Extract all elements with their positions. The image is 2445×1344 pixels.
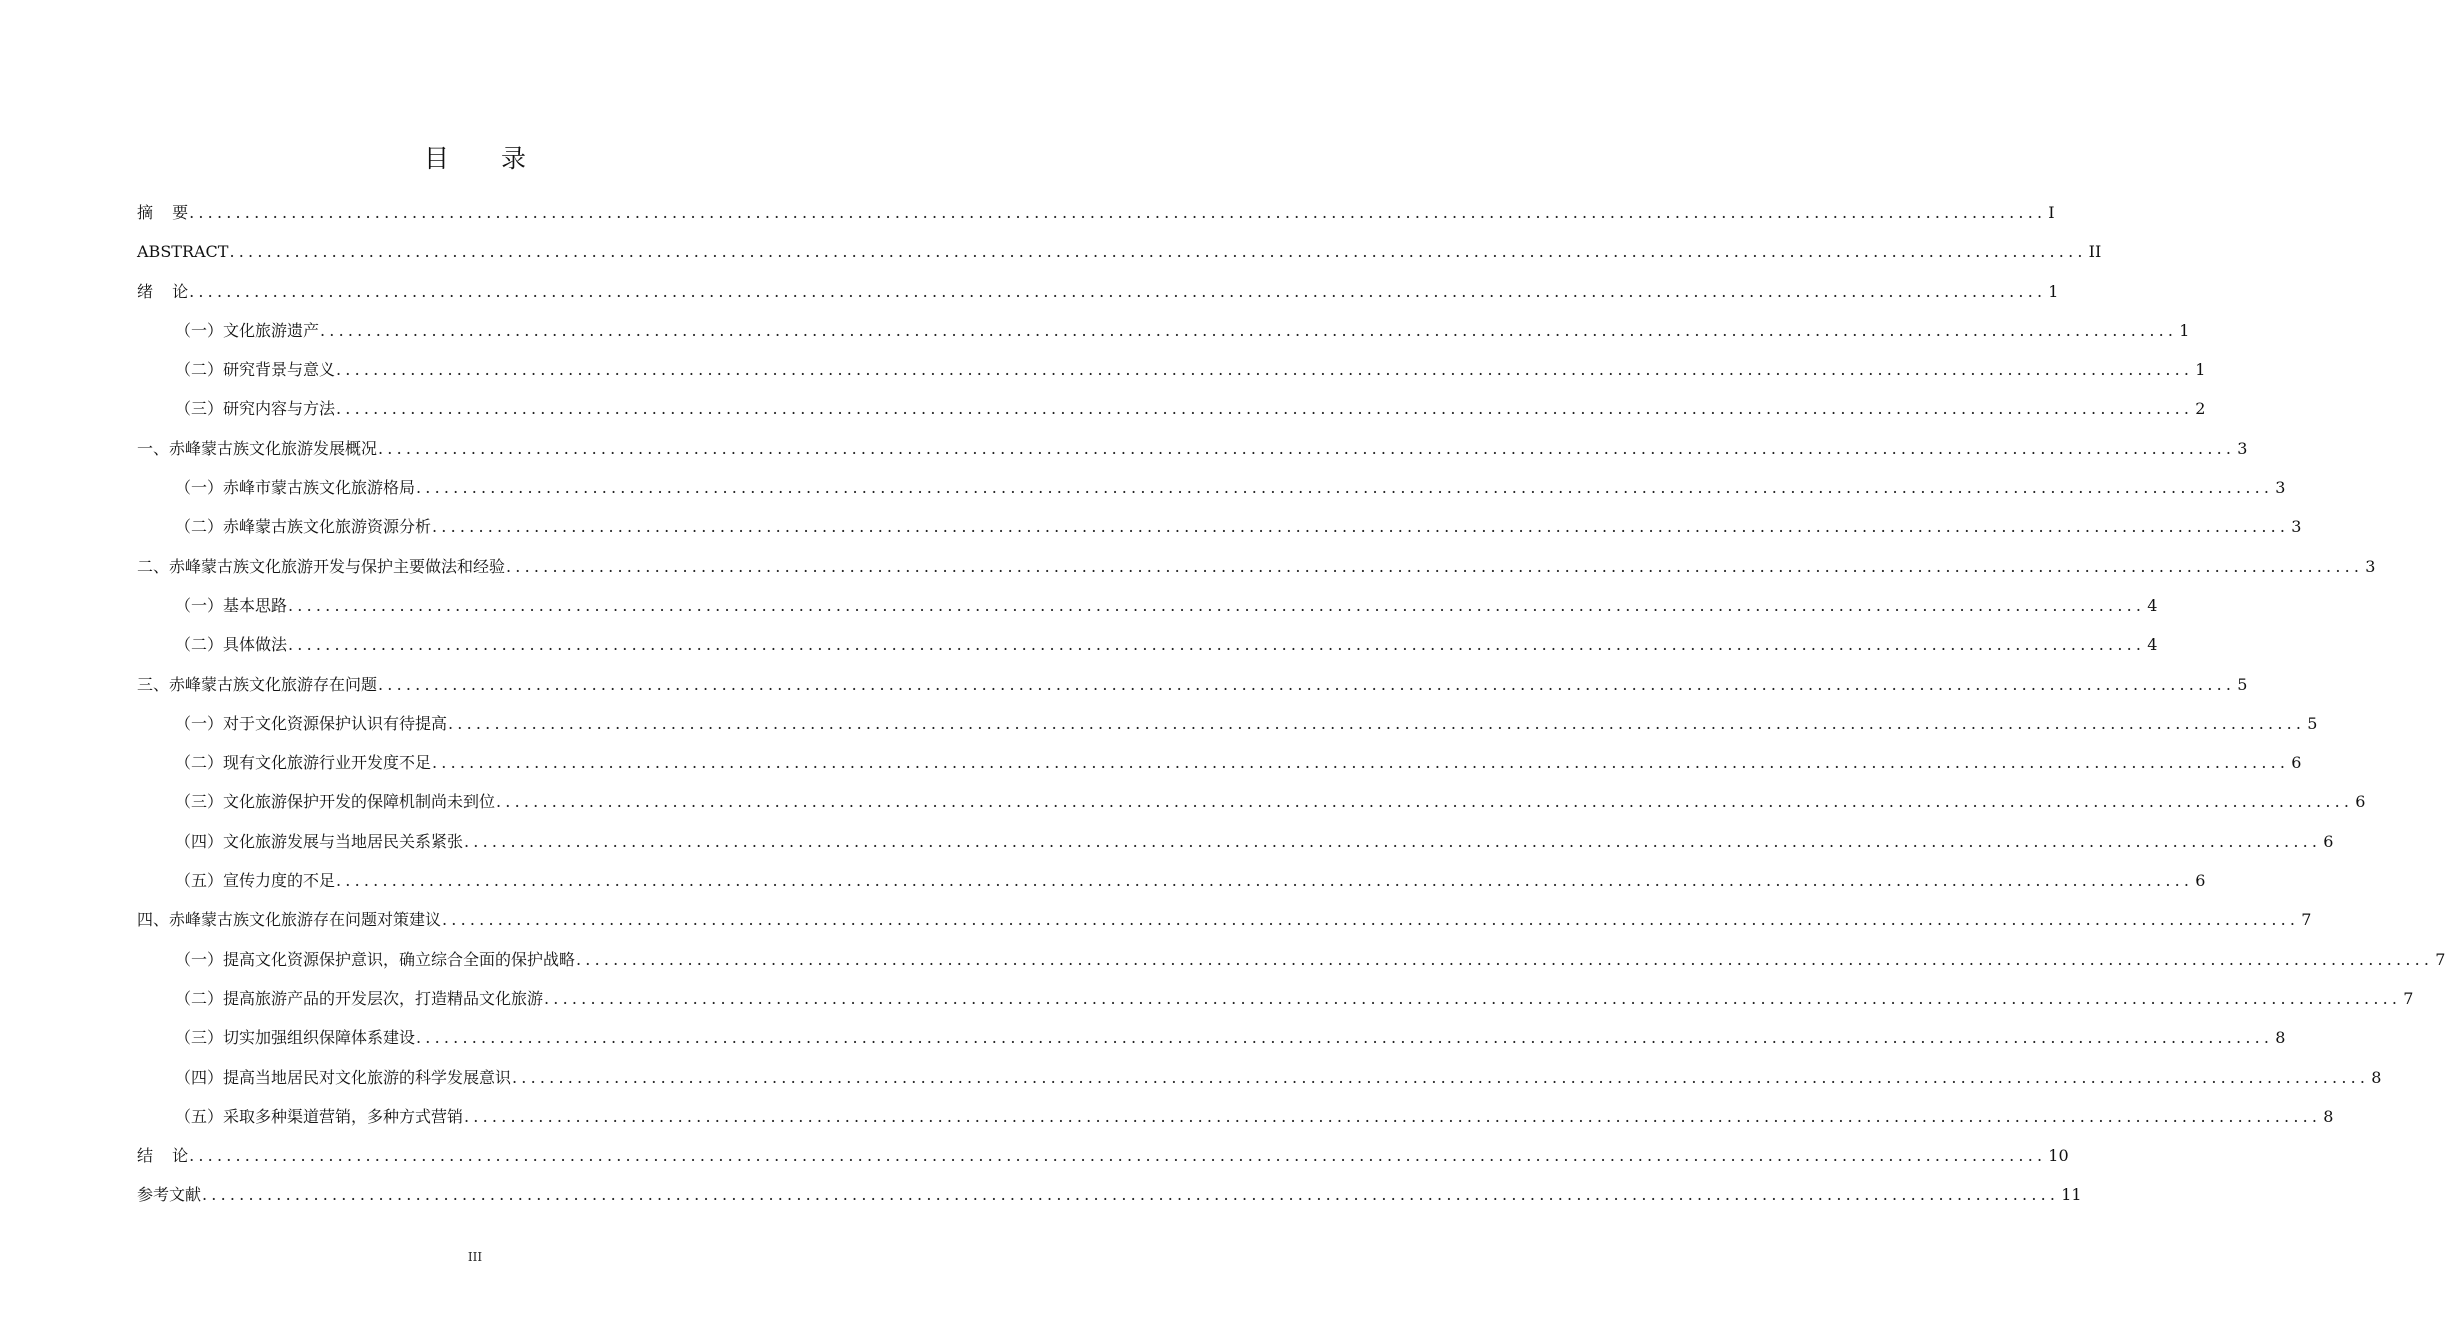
toc-entry-page: 1	[2195, 360, 2206, 380]
toc-entry-page: 3	[2365, 556, 2376, 576]
toc-list	[137, 193, 2445, 1215]
toc-entry-page: 3	[2275, 478, 2286, 498]
toc-dot-leader: ........................................................................................................................................................................................................	[432, 517, 2290, 537]
toc-dot-leader: ........................................................................................................................................................................................................	[448, 713, 2306, 733]
toc-entry-page: 11	[2061, 1185, 2082, 1205]
toc-entry-label: （三）文化旅游保护开发的保障机制尚未到位	[175, 792, 496, 812]
toc-entry[interactable]	[137, 193, 2055, 232]
toc-entry[interactable]	[137, 1018, 2286, 1057]
toc-entry-page: 7	[2301, 910, 2312, 930]
toc-entry-page: 4	[2147, 595, 2158, 615]
toc-entry-label: （一）提高文化资源保护意识，确立综合全面的保护战略	[175, 949, 576, 969]
toc-dot-leader: ........................................................................................................................................................................................................	[496, 792, 2354, 812]
toc-dot-leader: ........................................................................................................................................................................................................	[189, 1146, 2047, 1166]
toc-dot-leader: ........................................................................................................................................................................................................	[506, 556, 2364, 576]
toc-entry[interactable]	[137, 311, 2190, 350]
toc-dot-leader: ........................................................................................................................................................................................................	[464, 1106, 2322, 1126]
toc-entry[interactable]	[137, 429, 2248, 468]
toc-entry-page: 6	[2291, 753, 2302, 773]
toc-dot-leader: ........................................................................................................................................................................................................	[288, 595, 2146, 615]
toc-dot-leader: ........................................................................................................................................................................................................	[229, 242, 2087, 262]
toc-entry-label: 二、赤峰蒙古族文化旅游开发与保护主要做法和经验	[137, 556, 506, 576]
toc-entry-label: （五）采取多种渠道营销，多种方式营销	[175, 1106, 464, 1126]
toc-entry-label: 参考文献	[137, 1185, 202, 1205]
toc-dot-leader: ........................................................................................................................................................................................................	[202, 1185, 2060, 1205]
toc-entry-label: （二）赤峰蒙古族文化旅游资源分析	[175, 517, 432, 537]
toc-entry-label: 摘 要	[137, 203, 189, 222]
toc-entry[interactable]	[137, 704, 2318, 743]
toc-dot-leader: ........................................................................................................................................................................................................	[432, 753, 2290, 773]
toc-entry-label: （一）对于文化资源保护认识有待提高	[175, 713, 448, 733]
toc-entry[interactable]	[137, 743, 2302, 782]
toc-dot-leader: ........................................................................................................................................................................................................	[189, 281, 2047, 301]
toc-dot-leader: ........................................................................................................................................................................................................	[336, 871, 2194, 891]
footer-page-number: III	[467, 1250, 483, 1264]
toc-dot-leader: ........................................................................................................................................................................................................	[576, 949, 2434, 969]
toc-entry-label: 四、赤峰蒙古族文化旅游存在问题对策建议	[137, 910, 442, 930]
toc-dot-leader: ........................................................................................................................................................................................................	[336, 360, 2194, 380]
toc-entry[interactable]	[137, 350, 2206, 389]
toc-entry-label: 绪 论	[137, 281, 189, 301]
toc-entry-page: 8	[2371, 1067, 2382, 1087]
toc-entry[interactable]	[137, 272, 2059, 311]
toc-entry-label: （二）研究背景与意义	[175, 360, 336, 380]
toc-entry[interactable]	[137, 940, 2445, 979]
toc-entry-label: （三）研究内容与方法	[175, 399, 336, 419]
toc-dot-leader: ........................................................................................................................................................................................................	[378, 674, 2236, 694]
toc-entry-page: I	[2048, 203, 2055, 222]
toc-entry[interactable]	[137, 389, 2206, 428]
toc-entry-label: （二）现有文化旅游行业开发度不足	[175, 753, 432, 773]
toc-dot-leader: ........................................................................................................................................................................................................	[378, 438, 2236, 458]
toc-entry-page: 8	[2323, 1106, 2334, 1126]
toc-entry-label: （二）具体做法	[175, 635, 288, 655]
toc-entry[interactable]	[137, 1097, 2334, 1136]
toc-entry-page: 7	[2403, 988, 2414, 1008]
toc-entry-page: 1	[2179, 320, 2190, 340]
toc-entry[interactable]	[137, 822, 2334, 861]
toc-dot-leader: ........................................................................................................................................................................................................	[320, 320, 2178, 340]
toc-entry-page: 10	[2048, 1146, 2069, 1166]
toc-entry-label: （五）宣传力度的不足	[175, 871, 336, 891]
toc-title: 目 录	[424, 144, 548, 173]
toc-entry[interactable]	[137, 1175, 2082, 1214]
toc-entry-page: 8	[2275, 1028, 2286, 1048]
toc-entry-page: 5	[2307, 713, 2318, 733]
toc-entry[interactable]	[137, 1136, 2069, 1175]
toc-entry-label: ABSTRACT	[137, 242, 229, 262]
toc-entry-label: 一、赤峰蒙古族文化旅游发展概况	[137, 438, 378, 458]
toc-entry-page: 5	[2237, 674, 2248, 694]
toc-entry-page: 2	[2195, 399, 2206, 419]
toc-entry-label: 结 论	[137, 1146, 189, 1166]
toc-entry-label: （四）文化旅游发展与当地居民关系紧张	[175, 831, 464, 851]
toc-dot-leader: ........................................................................................................................................................................................................	[416, 478, 2274, 498]
toc-entry-page: 6	[2355, 792, 2366, 812]
toc-entry-label: （一）赤峰市蒙古族文化旅游格局	[175, 478, 416, 498]
toc-entry[interactable]	[137, 1058, 2382, 1097]
toc-dot-leader: ........................................................................................................................................................................................................	[336, 399, 2194, 419]
toc-entry-label: 三、赤峰蒙古族文化旅游存在问题	[137, 674, 378, 694]
toc-dot-leader: ........................................................................................................................................................................................................	[464, 831, 2322, 851]
toc-dot-leader: ........................................................................................................................................................................................................	[512, 1067, 2370, 1087]
toc-entry[interactable]	[137, 665, 2248, 704]
toc-dot-leader: ........................................................................................................................................................................................................	[442, 910, 2300, 930]
toc-entry[interactable]	[137, 507, 2302, 546]
toc-entry-label: （三）切实加强组织保障体系建设	[175, 1028, 416, 1048]
toc-entry[interactable]	[137, 782, 2366, 821]
toc-entry[interactable]	[137, 547, 2376, 586]
toc-dot-leader: ........................................................................................................................................................................................................	[544, 988, 2402, 1008]
toc-entry-page: 7	[2435, 949, 2445, 969]
toc-entry[interactable]	[137, 468, 2286, 507]
toc-dot-leader: ........................................................................................................................................................................................................	[288, 635, 2146, 655]
toc-entry-page: 6	[2323, 831, 2334, 851]
toc-entry-label: （四）提高当地居民对文化旅游的科学发展意识	[175, 1067, 512, 1087]
toc-entry[interactable]	[137, 625, 2158, 664]
toc-entry-page: 6	[2195, 871, 2206, 891]
toc-entry-page: 4	[2147, 635, 2158, 655]
toc-entry[interactable]	[137, 586, 2158, 625]
toc-entry[interactable]	[137, 861, 2206, 900]
toc-entry-label: （二）提高旅游产品的开发层次，打造精品文化旅游	[175, 988, 544, 1008]
toc-entry-label: （一）基本思路	[175, 595, 288, 615]
toc-entry-page: 1	[2048, 281, 2059, 301]
toc-entry-page: 3	[2291, 517, 2302, 537]
toc-entry-label: （一）文化旅游遗产	[175, 320, 320, 340]
toc-entry[interactable]	[137, 900, 2312, 939]
toc-entry[interactable]	[137, 979, 2414, 1018]
toc-dot-leader: ........................................................................................................................................................................................................	[189, 203, 2047, 222]
toc-entry-page: 3	[2237, 438, 2248, 458]
toc-entry-page: II	[2088, 242, 2102, 262]
toc-dot-leader: ........................................................................................................................................................................................................	[416, 1028, 2274, 1048]
toc-entry[interactable]	[137, 232, 2102, 271]
